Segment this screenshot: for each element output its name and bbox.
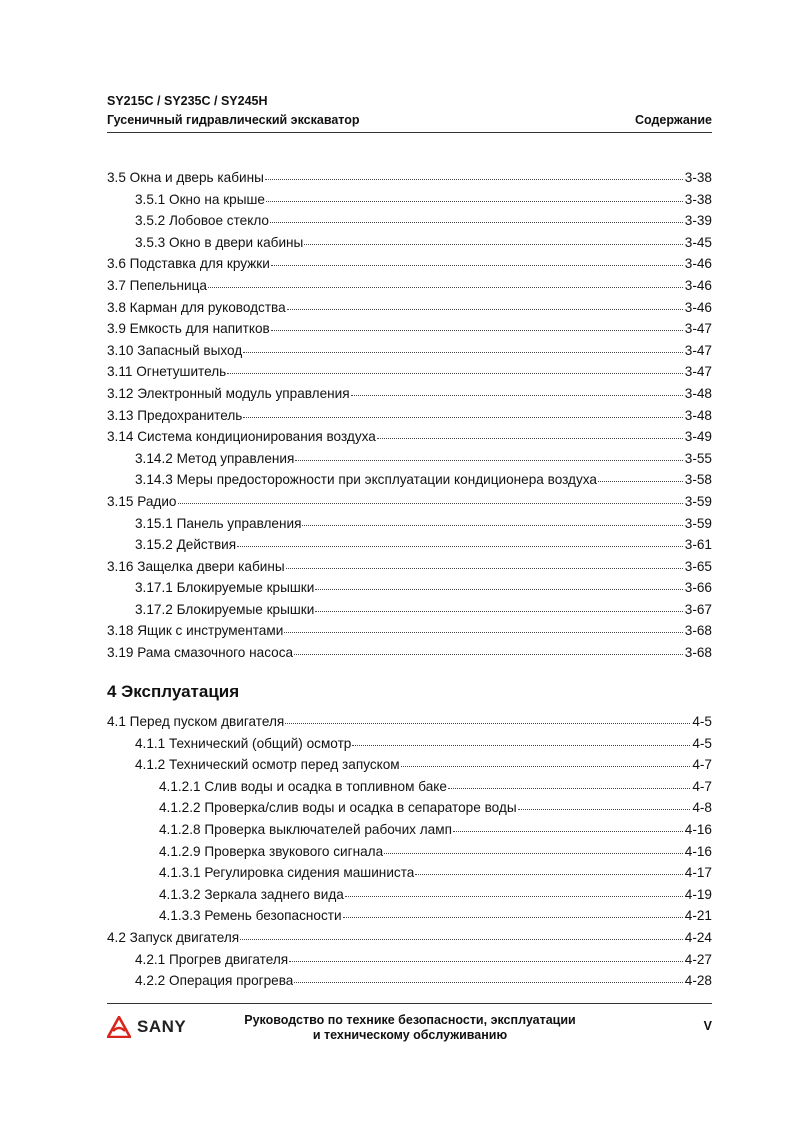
toc-entry-label: 4.1.1 Технический (общий) осмотр [135,735,352,751]
toc-dot-leader [384,841,683,854]
toc-entry[interactable] [107,970,712,992]
toc-dot-leader [302,513,682,526]
toc-entry-label: 3.12 Электронный модуль управления [107,385,350,401]
toc-entry[interactable] [107,556,712,578]
toc-entry[interactable] [107,210,712,232]
toc-entry[interactable] [107,513,712,535]
toc-entry-label: 3.15.2 Действия [135,537,237,553]
toc-dot-leader [286,556,683,569]
toc-entry-page: 3-68 [684,645,712,661]
toc-entry-label: 3.5.1 Окно на крыше [135,191,265,207]
toc-entry-page: 3-67 [684,601,712,617]
header-divider [107,132,712,133]
toc-entry[interactable] [107,189,712,211]
toc-entry-page: 3-66 [684,580,712,596]
toc-entry-label: 3.17.2 Блокируемые крышки [135,601,315,617]
header-section: Содержание [634,113,712,127]
toc-entry-label: 3.5.3 Окно в двери кабины [135,234,304,250]
toc-entry[interactable] [107,754,712,776]
toc-entry-label: 3.19 Рама смазочного насоса [107,645,294,661]
toc-entry-page: 4-16 [684,821,712,837]
toc-entry-page: 4-16 [684,843,712,859]
toc-dot-leader [377,426,683,439]
toc-dot-leader [243,405,682,418]
header-title: Гусеничный гидравлический экскаватор [107,113,360,127]
toc-dot-leader [243,340,683,353]
toc-entry[interactable] [107,862,712,884]
toc-entry[interactable] [107,841,712,863]
toc-entry-label: 3.15.1 Панель управления [135,515,302,531]
toc-dot-leader [304,232,682,245]
footer-manual-title [220,1013,600,1043]
chapter-4-heading: 4 Эксплуатация [107,682,240,701]
sany-logo-icon [107,1016,131,1038]
toc-entry-page: 4-19 [684,886,712,902]
toc-entry[interactable] [107,297,712,319]
toc-dot-leader [237,534,683,547]
toc-dot-leader [345,884,683,897]
toc-dot-leader [598,469,683,482]
toc-dot-leader [208,275,683,288]
toc-dot-leader [266,189,683,202]
toc-dot-leader [448,776,690,789]
toc-entry-label: 3.17.1 Блокируемые крышки [135,580,315,596]
toc-entry-page: 3-46 [684,277,712,293]
toc-entry-page: 3-46 [684,299,712,315]
toc-entry[interactable] [107,776,712,798]
toc-entry[interactable] [107,448,712,470]
toc-entry-page: 4-5 [692,714,712,729]
toc-dot-leader [294,970,682,983]
footer-page-number: V [703,1019,712,1033]
toc-entry-label: 4.1.2.9 Проверка звукового сигнала [159,843,384,859]
toc-entry-label: 3.9 Емкость для напитков [107,321,270,337]
toc-entry-page: 3-45 [684,234,712,250]
toc-entry-page: 3-47 [684,342,712,358]
toc-dot-leader [271,318,683,331]
toc-entry[interactable] [107,426,712,448]
toc-entry-page: 3-49 [684,429,712,445]
toc-entry-label: 3.15 Радио [107,493,177,509]
toc-entry-page: 3-55 [684,450,712,466]
toc-dot-leader [343,905,683,918]
toc-entry[interactable] [107,491,712,513]
toc-chapter-3 [107,167,712,664]
toc-entry-page: 3-65 [684,558,712,574]
header-models: SY215C / SY235C / SY245H [107,94,268,108]
toc-entry-page: 4-7 [692,757,712,773]
toc-entry[interactable] [107,905,712,927]
toc-dot-leader [401,754,691,767]
toc-entry-label: 3.6 Подставка для кружки [107,256,270,272]
toc-dot-leader [415,862,682,875]
toc-entry[interactable] [107,361,712,383]
toc-entry-label: 4.1.3.2 Зеркала заднего вида [159,886,344,902]
toc-entry[interactable] [107,577,712,599]
toc-entry[interactable] [107,927,712,949]
toc-entry-page: 4-24 [684,929,712,945]
toc-dot-leader [315,577,682,590]
toc-entry-page: 3-48 [684,385,712,401]
toc-entry[interactable] [107,884,712,906]
toc-entry[interactable] [107,599,712,621]
toc-entry-label: 4.1.2.2 Проверка/слив воды и осадка в сепараторе воды [159,800,517,816]
toc-entry-page: 3-58 [684,472,712,488]
toc-entry-page: 3-61 [684,537,712,553]
toc-entry-page: 3-47 [684,364,712,380]
toc-entry[interactable] [107,711,712,733]
toc-dot-leader [315,599,682,612]
toc-dot-leader [270,210,683,223]
toc-entry-page: 3-38 [684,170,712,185]
toc-entry-label: 4.1 Перед пуском двигателя [107,714,285,729]
toc-entry[interactable] [107,642,712,664]
toc-entry-page: 4-7 [692,778,712,794]
toc-entry[interactable] [107,620,712,642]
toc-entry[interactable] [107,253,712,275]
toc-entry[interactable] [107,232,712,254]
toc-entry-page: 4-5 [692,735,712,751]
toc-entry-page: 3-47 [684,321,712,337]
toc-entry-page: 4-8 [692,800,712,816]
toc-entry-label: 4.1.2.1 Слив воды и осадка в топливном баке [159,778,447,794]
toc-dot-leader [285,711,690,724]
toc-entry-page: 3-59 [684,515,712,531]
toc-entry-page: 3-38 [684,191,712,207]
toc-entry-label: 3.5.2 Лобовое стекло [135,213,269,229]
toc-entry[interactable] [107,949,712,971]
toc-entry-page: 3-68 [684,623,712,639]
toc-entry[interactable] [107,469,712,491]
toc-entry[interactable] [107,383,712,405]
toc-entry-label: 4.2 Запуск двигателя [107,929,240,945]
toc-dot-leader [518,797,691,810]
toc-dot-leader [265,167,683,180]
toc-entry-page: 3-39 [684,213,712,229]
page-header [107,92,712,130]
toc-entry-label: 3.18 Ящик с инструментами [107,623,284,639]
toc-entry-label: 4.1.3.1 Регулировка сидения машиниста [159,865,415,881]
toc-entry-label: 4.1.3.3 Ремень безопасности [159,908,342,924]
sany-logo [107,1014,186,1040]
toc-entry-page: 3-46 [684,256,712,272]
toc-entry-page: 4-27 [684,951,712,967]
toc-entry-label: 3.16 Защелка двери кабины [107,558,285,574]
toc-entry[interactable] [107,819,712,841]
toc-entry[interactable] [107,340,712,362]
footer-line-2: и техническому обслуживанию [312,1028,508,1042]
toc-entry[interactable] [107,797,712,819]
toc-entry-label: 3.10 Запасный выход [107,342,243,358]
toc-dot-leader [178,491,683,504]
toc-dot-leader [352,733,690,746]
toc-dot-leader [289,949,683,962]
toc-entry-page: 4-17 [684,865,712,881]
toc-entry-label: 3.7 Пепельница [107,277,207,293]
toc-entry-page: 3-48 [684,407,712,423]
toc-dot-leader [227,361,683,374]
toc-entry-label: 3.8 Карман для руководства [107,299,286,315]
toc-entry-label: 3.14 Система кондиционирования воздуха [107,429,376,445]
toc-entry[interactable] [107,534,712,556]
toc-entry[interactable] [107,318,712,340]
toc-entry-label: 3.14.3 Меры предосторожности при эксплуатации кондиционера воздуха [135,472,597,488]
toc-entry-label: 3.13 Предохранитель [107,407,243,423]
toc-entry-page: 4-28 [684,973,712,989]
footer-divider [107,1003,712,1004]
footer-line-1: Руководство по технике безопасности, эксплуатации [244,1013,576,1027]
toc-entry-label: 4.2.2 Операция прогрева [135,973,294,989]
toc-dot-leader [284,620,682,633]
toc-dot-leader [295,448,682,461]
toc-entry[interactable] [107,405,712,427]
toc-dot-leader [294,642,683,655]
toc-entry-label: 4.1.2.8 Проверка выключателей рабочих ламп [159,821,452,837]
toc-entry-label: 3.11 Огнетушитель [107,364,227,380]
logo-brand-text: SANY [137,1017,187,1036]
toc-entry-label: 4.2.1 Прогрев двигателя [135,951,289,967]
toc-entry-label: 4.1.2 Технический осмотр перед запуском [135,757,400,773]
toc-entry[interactable] [107,167,712,189]
toc-dot-leader [271,253,683,266]
toc-entry-label: 3.14.2 Метод управления [135,450,295,466]
toc-entry-label: 3.5 Окна и дверь кабины [107,170,264,185]
toc-chapter-4 [107,711,712,992]
toc-dot-leader [351,383,683,396]
toc-entry-page: 3-59 [684,493,712,509]
toc-entry[interactable] [107,733,712,755]
toc-dot-leader [240,927,683,940]
toc-dot-leader [453,819,683,832]
toc-dot-leader [287,297,683,310]
toc-entry-page: 4-21 [684,908,712,924]
toc-entry[interactable] [107,275,712,297]
